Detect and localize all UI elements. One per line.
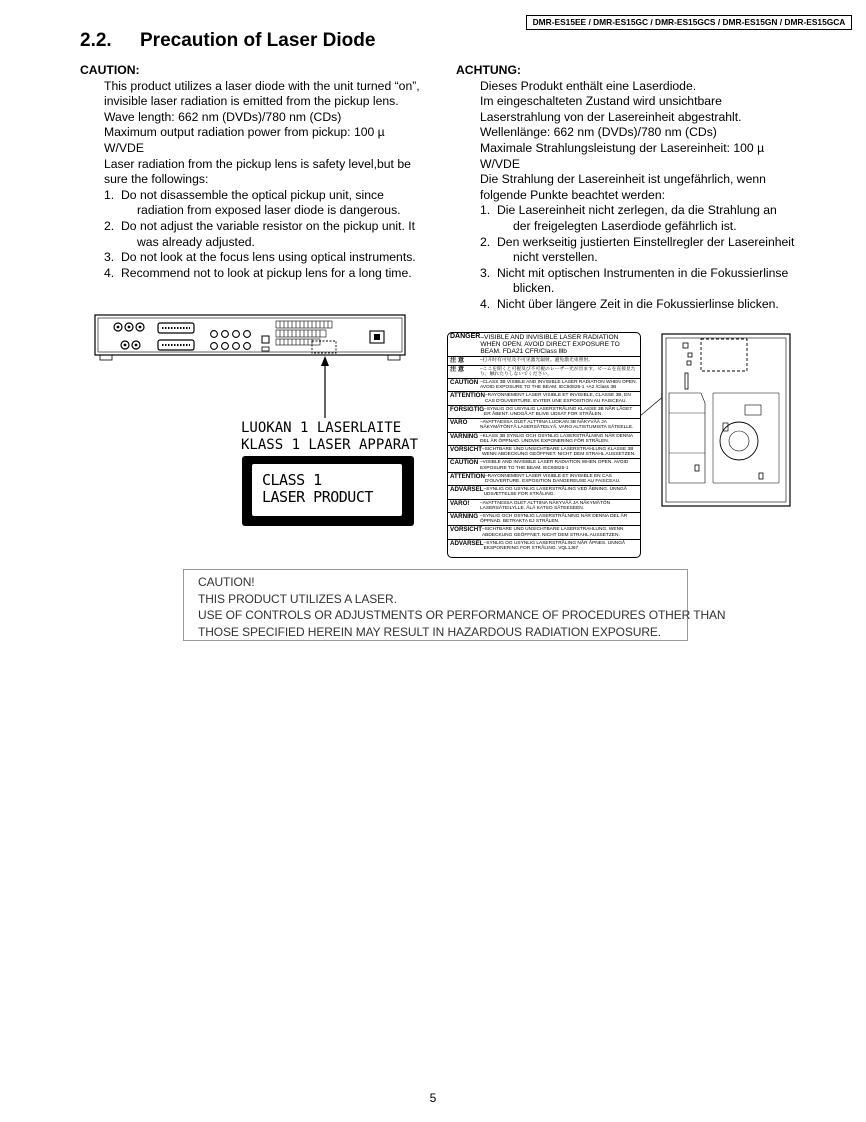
warning-key: 注 意 [450, 365, 465, 373]
warning-row [448, 357, 640, 366]
warning-row [448, 526, 640, 539]
warning-text: –KLASS 3B SYNLIG OCH OSYNLIG LASERSTRÅLNING NÄR DENNA DEL ÄR ÖPPNAD. UNDVIK EXPONERING FÖR STRÅLEN. [480, 433, 633, 444]
caution-line: W/VDE [104, 140, 144, 155]
warning-row [448, 419, 640, 432]
warning-text: –RAYONNEMENT LASER VISIBLE ET INVISIBLE, CLASSE 3B, EN CAS D'OUVERTURE. EVITER UNE EXPOSITION AU FAISCEAU. [484, 393, 631, 404]
warning-key: 注 意 [450, 357, 465, 364]
list-item-number: 2. [104, 218, 115, 233]
list-item-number: 4. [480, 296, 491, 311]
caution-column-english [80, 63, 440, 281]
list-item-text: Do not adjust the variable resistor on the pickup unit. It [121, 218, 416, 233]
list-item-text: der freigelegten Laserdiode gefährlich ist. [513, 218, 737, 233]
achtung-line: folgende Punkte beachtet werden: [480, 187, 665, 202]
warning-text: –SYNLIG OG USYNLIG LASERSTRÅLING KLASSE 3B NÅR LÅGET ER ÅBENT. UNDGÅ AT BLIVE UDSAT FOR STRÅLEN. [484, 406, 633, 418]
warning-row [448, 333, 640, 357]
section-number: 2.2. [80, 30, 112, 51]
warning-row [448, 459, 640, 472]
warning-key: VARO [450, 419, 468, 427]
warning-text: –VISIBLE AND INVISIBLE LASER RADIATION WHEN OPEN. AVOID DIRECT EXPOSURE TO BEAM. FDA21 CFR/Class Ⅲb [480, 334, 620, 355]
class-line: CLASS 1 [262, 471, 322, 489]
caution-line: This product utilizes a laser diode with the unit turned “on”, [104, 78, 420, 93]
list-item-text: Die Lasereinheit nicht zerlegen, da die Strahlung an [497, 203, 777, 218]
achtung-list [480, 203, 816, 312]
list-item-text: Recommend not to look at pickup lens for a long time. [121, 265, 412, 280]
luokan-line: LUOKAN 1 LASERLAITE [241, 420, 402, 436]
warning-key: CAUTION [450, 379, 479, 386]
list-item-text: Den werkseitig justierten Einstellregler der Lasereinheit [497, 234, 795, 249]
list-item-text: nicht verstellen. [513, 250, 598, 265]
list-item-text: Nicht über längere Zeit in die Fokussierlinse blicken. [497, 296, 779, 311]
warning-row [448, 473, 640, 486]
warning-row [448, 486, 640, 499]
warning-row [448, 392, 640, 405]
caution-body [80, 79, 440, 282]
list-item [104, 250, 440, 266]
caution-heading: CAUTION: [80, 63, 140, 77]
klass-line: KLASS 1 LASER APPARAT [241, 437, 419, 453]
list-item-number: 4. [104, 265, 115, 280]
warning-key: FORSIGTIG [450, 405, 485, 413]
warning-text: –打开时有可见及不可见激光辐射。避免激光束照射。 [480, 358, 593, 363]
top-view-drawing [661, 333, 791, 507]
caution-box [183, 569, 726, 641]
page-number: 5 [429, 1091, 437, 1105]
laser-warning-label [447, 332, 641, 558]
warning-text: –SYNLIG OG USYNLIG LASERSTRÅLING VED ÅBNING. UNNGÅ UDSÆTTELSE FOR STRÅLING. [483, 487, 627, 498]
caution-box-line: USE OF CONTROLS OR ADJUSTMENTS OR PERFORMANCE OF PROCEDURES OTHER THAN [198, 608, 726, 622]
list-item [104, 187, 440, 219]
warning-text: –AVATTAESSA OLET ALTTIINA NÄKYVÄÄ JA NÄKYMÄTÖN LASERSÄTEILYLLE. ÄLÄ KATSO SÄTEESEEN. [480, 500, 611, 511]
warning-text: –SICHTBARE UND UNSICHTBARE LASERSTRAHLUNG KLASSE 3B WENN ABDECKUNG GEÖFFNET. NICHT DEM STRAHL AUSSETZEN. [481, 447, 636, 458]
caution-box-line: CAUTION! [198, 575, 255, 589]
warning-text: –SYNLIG OCH OSYNLIG LASERSTRÅLNING NÄR DENNA DEL ÄR ÖPPNAD. BETRAKTA EJ STRÅLEN. [480, 514, 628, 525]
achtung-line: W/VDE [480, 156, 520, 171]
warning-key: VARNING [450, 432, 479, 440]
warning-key: ADVARSEL [450, 539, 484, 547]
class-1-laser-product-label [242, 456, 414, 526]
section-title-text: Precaution of Laser Diode [140, 30, 376, 51]
list-item [480, 265, 816, 297]
achtung-line: Maximale Strahlungsleistung der Lasereinheit: 100 µ [480, 140, 765, 155]
list-item-number: 3. [104, 250, 115, 265]
list-item-number: 2. [480, 234, 491, 249]
warning-row [448, 433, 640, 446]
warning-key: DANGER [450, 333, 481, 340]
warning-text: –RAYONNEMENT LASER VISIBLE ET INVISIBLE EN CAS D'OUVERTURE. EXPOSITION DANGEREUSE AU FAISCEAU. [484, 473, 621, 485]
warning-text: –VISIBLE AND INVISIBLE LASER RADIATION WHEN OPEN. AVOID EXPOSURE TO THE BEAM. IEC60825-1 [480, 460, 629, 471]
warning-key: VORSICHT [450, 526, 482, 534]
pointer-arrow [320, 356, 330, 418]
warning-key: VORSICHT [450, 446, 482, 454]
list-item-text: was already adjusted. [137, 234, 255, 249]
caution-box-line: THIS PRODUCT UTILIZES A LASER. [198, 591, 397, 606]
warning-row [448, 379, 640, 392]
laser-product-line: LASER PRODUCT [262, 488, 373, 506]
list-item-number: 1. [104, 187, 115, 202]
list-item-text: radiation from exposed laser diode is dangerous. [137, 203, 401, 218]
caution-line: invisible laser radiation is emitted from the pickup lens. [104, 94, 399, 109]
list-item-number: 1. [480, 203, 491, 218]
warning-text: –SICHTBARE UND UNSICHTBARE LASERSTRAHLUNG, WENN ABDECKUNG GEÖFFNET. NICHT DEM STRAHL AUSSETZEN. [481, 527, 624, 538]
list-item [104, 265, 440, 282]
model-numbers-box: DMR-ES15EE / DMR-ES15GC / DMR-ES15GCS / DMR-ES15GN / DMR-ES15GCA [526, 15, 852, 30]
achtung-line: Laserstrahlung von der Lasereinheit abgestrahlt. [480, 109, 742, 124]
list-item-text: Do not look at the focus lens using optical instruments. [121, 250, 416, 265]
warning-row [448, 446, 640, 459]
achtung-line: Die Strahlung der Lasereinheit ist ungefährlich, wenn [480, 172, 766, 187]
achtung-line: Wellenlänge: 662 nm (DVDs)/780 nm (CDs) [480, 125, 717, 140]
caution-line: Laser radiation from the pickup lens is safety level,but be [104, 156, 411, 171]
warning-row [448, 366, 640, 379]
rear-panel-drawing [94, 314, 406, 362]
list-item [480, 234, 816, 266]
list-item-text: blicken. [513, 281, 555, 296]
warning-key: CAUTION [450, 459, 479, 467]
finnish-swedish-laser-text [241, 420, 418, 454]
warning-text: –SYNLIG OG USYNLIG LASERSTRÅLING NÅR ÅPNES. UNNGÅ EKSPONERING FOR STRÅLING. VQL1J67 [483, 540, 626, 552]
achtung-line: Dieses Produkt enthält eine Laserdiode. [480, 78, 697, 93]
achtung-column-german [456, 63, 816, 313]
warning-key: VARNING [450, 513, 479, 521]
warning-text: –AVATTAESSA OLET ALTTIINA LUOKAN 3B NÄKYVÄÄ JA NÄKYMÄTÖNTÄ LASERSÄTEILYÄ. VARO ALTISTUMISTA SÄTEELLE. [480, 420, 634, 431]
caution-line: Maximum output radiation power from pickup: 100 µ [104, 125, 385, 140]
achtung-heading: ACHTUNG: [456, 63, 521, 77]
list-item [104, 218, 440, 250]
list-item-text: Do not disassemble the optical pickup unit, since [121, 187, 384, 202]
warning-key: VARO! [450, 499, 470, 507]
warning-key: ADVARSEL [450, 486, 484, 494]
warning-row [448, 513, 640, 526]
list-item-text: Nicht mit optischen Instrumenten in die Fokussierlinse [497, 265, 789, 280]
warning-key: ATTENTION [450, 472, 485, 480]
list-item [480, 203, 816, 234]
achtung-body [456, 79, 816, 313]
class-label-inner [252, 464, 402, 516]
caution-line: sure the followings: [104, 172, 209, 187]
warning-row [448, 500, 640, 513]
caution-line: Wave length: 662 nm (DVDs)/780 nm (CDs) [104, 109, 342, 124]
warning-text: –CLASS 3B VISIBLE AND INVISIBLE LASER RADIATION WHEN OPEN. AVOID EXPOSURE TO THE BEAM. IEC60825-1 +A2 /Class 3B [480, 380, 637, 391]
caution-box-line: THOSE SPECIFIED HEREIN MAY RESULT IN HAZARDOUS RADIATION EXPOSURE. [198, 624, 662, 639]
list-item-number: 3. [480, 265, 491, 280]
warning-row [448, 406, 640, 419]
achtung-line: Im eingeschalteten Zustand wird unsichtbare [480, 94, 722, 109]
warning-row [448, 540, 640, 552]
warning-text: –ここを開くと可視及び不可視のレーザー光が出ます。ビームを直接見たり、触れたりしないでください。 [480, 366, 636, 377]
section-title [80, 30, 375, 52]
warning-key: ATTENTION [450, 392, 485, 400]
list-item [480, 296, 816, 313]
caution-list [104, 188, 440, 282]
